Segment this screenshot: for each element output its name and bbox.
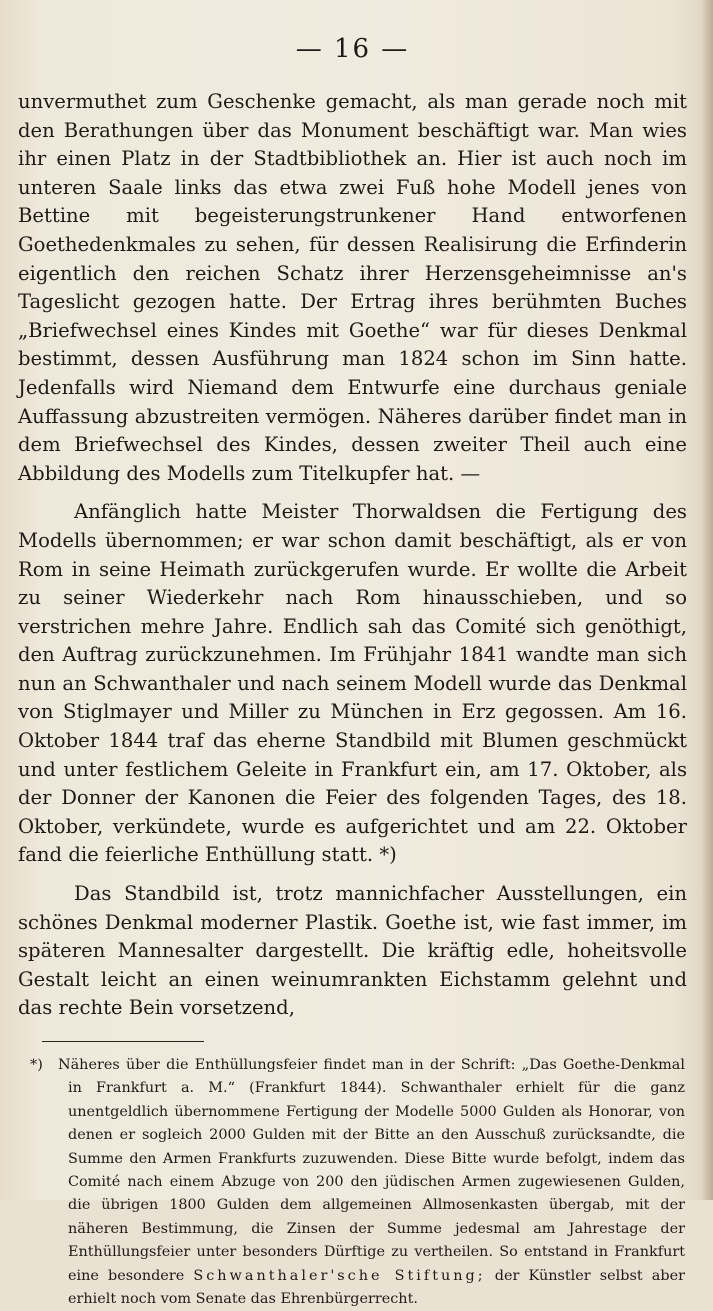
footnote-spaced-term: Schwanthaler'sche Stiftung; [193, 1267, 486, 1284]
main-text [18, 88, 687, 1023]
footnote-divider [42, 1041, 204, 1042]
paragraph-3: Das Standbild ist, trotz mannichfacher Ausstellungen, ein schönes Denkmal moderner Plastik. Goethe ist, wie fast immer, im späteren Mannesalter dargestellt. Die kräftig edle, hoheitsvolle Gestalt leicht an einen weinumrankten Eichstamm gelehnt und das rechte Bein vorsetzend, [18, 882, 687, 1020]
footnote [30, 1054, 685, 1311]
footnote-marker: *) [30, 1057, 43, 1073]
page-edge-shadow [701, 0, 713, 1200]
paragraph-1: unvermuthet zum Geschenke gemacht, als man gerade noch mit den Berathungen über das Monument beschäftigt war. Man wies ihr einen Platz in der Stadtbibliothek an. Hier ist auch noch im unteren Saale links das etwa zwei Fuß hohe Modell jenes von Bettine mit begeisterungstrunkener Hand entworfenen Goethedenkmales zu sehen, für dessen Realisirung die Erfinderin eigentlich den reichen Schatz ihrer Herzensgeheimnisse an's Tageslicht gezogen hatte. Der Ertrag ihres berühmten Buches „Briefwechsel eines Kindes mit Goethe“ war für dieses Denkmal bestimmt, dessen Ausführung man 1824 schon im Sinn hatte. Jedenfalls wird Niemand dem Entwurfe eine durchaus geniale Auffassung abzustreiten vermögen. Näheres darüber findet man in dem Briefwechsel des Kindes, dessen zweiter Theil auch eine Abbildung des Modells zum Titelkupfer hat. — [18, 90, 687, 485]
page-number: — 16 — [295, 34, 410, 64]
paragraph-2: Anfänglich hatte Meister Thorwaldsen die Fertigung des Modells übernommen; er war schon damit beschäftigt, als er von Rom in seine Heimath zurückgerufen wurde. Er wollte die Arbeit zu seiner Wiederkehr nach Rom hinausschieben, und so verstrichen mehre Jahre. Endlich sah das Comité sich genöthigt, den Auftrag zurückzunehmen. Im Frühjahr 1841 wandte man sich nun an Schwanthaler und nach seinem Modell wurde das Denkmal von Stiglmayer und Miller zu München in Erz gegossen. Am 16. Oktober 1844 traf das eherne Standbild mit Blumen geschmückt und unter festlichem Geleite in Frankfurt ein, am 17. Oktober, als der Donner der Kanonen die Feier des folgenden Tages, des 18. Oktober, verkündete, wurde es aufgerichtet und am 22. Oktober fand die feierliche Enthüllung statt. *) [18, 500, 687, 867]
footnote-text-after: der Künstler selbst aber erhielt noch vom Senate das Ehrenbürgerrecht. [68, 1267, 685, 1308]
footnote-text-before: Näheres über die Enthüllungsfeier findet man in der Schrift: „Das Goethe-Denkmal in Frankfurt a. M.“ (Frankfurt 1844). Schwanthaler erhielt für die ganz unentgeldlich übernommene Fertigung der Modelle 5000 Gulden als Honorar, von denen er sogleich 2000 Gulden mit der Bitte an den Ausschuß zurücksandte, die Summe den Armen Frankfurts zuzuwenden. Diese Bitte wurde befolgt, indem das Comité nach einem Abzuge von 200 den jüdischen Armen zugewiesenen Gulden, die übrigen 1800 Gulden dem allgemeinen Allmosenkasten übergab, mit der näheren Bestimmung, die Zinsen der Summe jedesmal am Jahrestage der Enthüllungsfeier unter besonders Dürftige zu vertheilen. So entstand in Frankfurt eine besondere [58, 1057, 685, 1284]
